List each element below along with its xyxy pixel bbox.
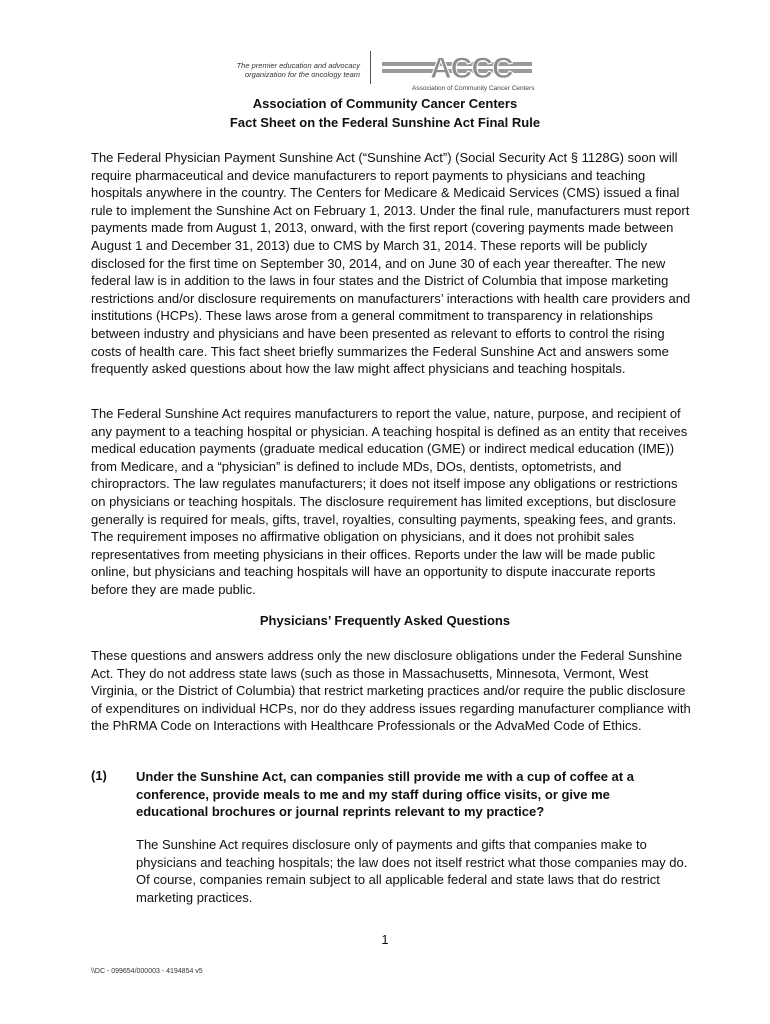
question-text: Under the Sunshine Act, can companies still provide me with a cup of coffee at a conference, provide meals to me and my staff during office visits, or give me educational brochures or journal reprints relevant to my practice? — [136, 769, 634, 820]
tagline-line-2: organization for the oncology team — [244, 70, 360, 79]
logo-subtitle: Association of Community Cancer Centers — [412, 85, 535, 92]
letterhead — [0, 48, 770, 96]
question-number: (1) — [91, 768, 107, 783]
document-reference: \\DC - 099654/000003 - 4194854 v5 — [91, 968, 203, 975]
faq-intro-paragraph: These questions and answers address only the new disclosure obligations under the Federal Sunshine Act. They do not address state laws (such as those in Massachusetts, Minnesota, Vermont, West Virginia, or the District of Columbia) that restrict marketing practices and/or require the public disclosure of expenditures on individual HCPs, nor do they address issues regarding manufacturer compliance with the PhRMA Code on Interactions with Healthcare Professionals or the AdvaMed Code of Ethics. — [91, 648, 691, 734]
logo-wordmark: ACCC — [430, 52, 513, 85]
document-title-line-2: Fact Sheet on the Federal Sunshine Act Final Rule — [229, 115, 541, 130]
page-number: 1 — [381, 932, 389, 947]
header-divider — [370, 51, 371, 84]
tagline-line-1: The premier education and advocacy — [236, 61, 360, 70]
accc-logo-mark — [382, 48, 532, 88]
intro-paragraph: The Federal Physician Payment Sunshine Act (“Sunshine Act”) (Social Security Act § 1128G) soon will require pharmaceutical and device manufacturers to report payments to physicians and teaching hospitals anywhere in the country. The Centers for Medicare & Medicaid Services (CMS) issued a final rule to implement the Sunshine Act on February 1, 2013. Under the final rule, manufacturers must report payments made from August 1, 2013, onward, with the first report (covering payments made between August 1 and December 31, 2013) due to CMS by March 31, 2014. These reports will be publicly disclosed for the first time on September 30, 2014, and on June 30 of each year thereafter. The new federal law is in addition to the laws in four states and the District of Columbia that impose marketing restrictions and/or disclosure requirements on manufacturers’ interactions with health care providers and institutions (HCPs). These laws arose from a general commitment to transparency in relationships between industry and physicians and have been presented as relevant to efforts to control the rising costs of health care. This fact sheet briefly summarizes the Federal Sunshine Act and answers some frequently asked questions about how the law might affect physicians and teaching hospitals. — [91, 150, 691, 377]
document-title-line-1: Association of Community Cancer Centers — [252, 96, 518, 111]
answer-text: The Sunshine Act requires disclosure only of payments and gifts that companies make to physicians and teaching hospitals; the law does not itself restrict what those companies may do. Of course, companies remain subject to all applicable federal and state laws that do restrict marketing practices. — [136, 837, 688, 905]
requirements-paragraph: The Federal Sunshine Act requires manufacturers to report the value, nature, purpose, and recipient of any payment to a teaching hospital or physician. A teaching hospital is defined as an entity that receives medical education payments (graduate medical education (GME) or indirect medical education (IME)) from Medicare, and a “physician” is defined to include MDs, DOs, dentists, optometrists, and chiropractors. The law regulates manufacturers; it does not itself impose any obligations or restrictions on physicians or teaching hospitals. The disclosure requirement has limited exceptions, but disclosure generally is required for meals, gifts, travel, royalties, consulting payments, speaking fees, and grants. The requirement imposes no affirmative obligation on physicians, and it does not prohibit sales representatives from meeting physicians in their offices. Reports under the law will be made public online, but physicians and teaching hospitals will have an opportunity to dispute inaccurate reports before they are made public. — [91, 406, 688, 597]
tagline — [200, 61, 360, 79]
faq-heading: Physicians’ Frequently Asked Questions — [259, 613, 511, 628]
